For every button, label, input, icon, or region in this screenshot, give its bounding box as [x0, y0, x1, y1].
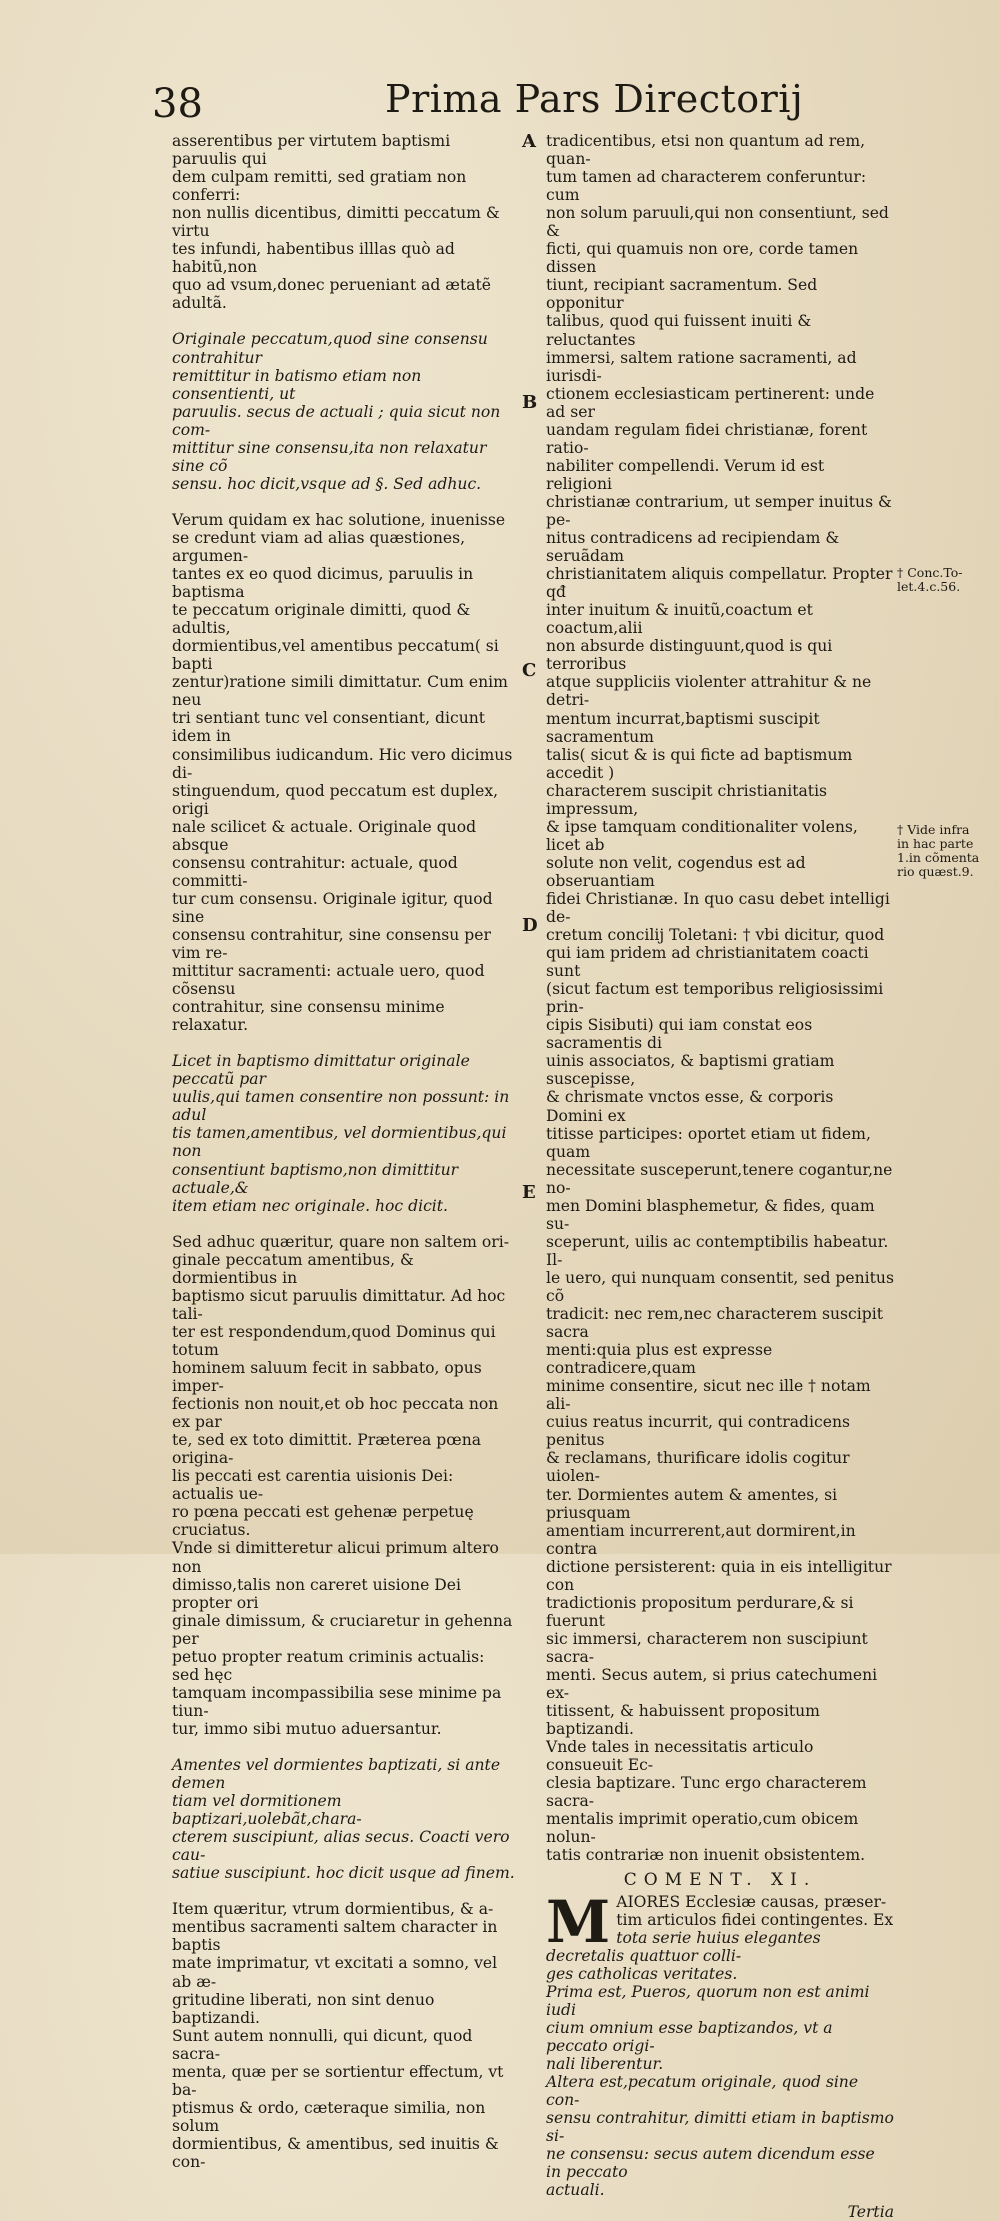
- text-line: qui iam pridem ad christianitatem coacti sunt: [546, 944, 869, 981]
- text-line: cipis Sisibuti) qui iam constat eos sacramentis di: [546, 1016, 813, 1053]
- text-line: tradictionis propositum perdurare,& si fuerunt: [546, 1593, 854, 1630]
- text-line: consentiunt baptismo,non dimittitur actuale,&: [172, 1160, 459, 1197]
- text-line: asserentibus per virtutem baptismi paruulis qui: [172, 132, 451, 169]
- text-line: tur, immo sibi mutuo aduersantur.: [172, 1719, 442, 1738]
- text-line: consensu contrahitur, sine consensu per vim re-: [172, 925, 491, 963]
- right-column: [546, 132, 894, 2221]
- text-line: baptismo sicut paruulis dimittatur. Ad hoc tali-: [172, 1286, 506, 1323]
- text-line: tur cum consensu. Originale igitur, quod sine: [172, 889, 493, 926]
- text-line: sic immersi, characterem non suscipiunt sacra-: [546, 1629, 868, 1666]
- text-line: ctionem ecclesiasticam pertinerent: unde ad ser: [546, 384, 875, 421]
- comment-line: ges catholicas veritates.: [546, 1964, 738, 1983]
- text-line: non solum paruuli,qui non consentiunt, sed &: [546, 204, 889, 241]
- text-line: minime consentire, sicut nec ille † notam ali-: [546, 1377, 871, 1414]
- text-line: satiue suscipiunt. hoc dicit usque ad finem.: [172, 1864, 515, 1883]
- text-line: & chrismate vnctos esse, & corporis Domini ex: [546, 1088, 834, 1125]
- text-line: titisse participes: oportet etiam ut fidem, quam: [546, 1124, 871, 1161]
- text-line: tantes ex eo quod dicimus, paruulis in baptisma: [172, 565, 474, 602]
- text-line: Amentes vel dormientes baptizati, si ante demen: [172, 1755, 501, 1793]
- text-line: tamquam incompassibilia sese minime pa tiun-: [172, 1683, 502, 1720]
- text-line: & ipse tamquam conditionaliter volens, licet ab: [546, 817, 858, 854]
- text-line: lis peccati est carentia uisionis Dei: actualis ue-: [172, 1467, 454, 1504]
- text-line: tradicit: nec rem,nec characterem suscipit sacra: [546, 1305, 884, 1342]
- text-line: dimisso,talis non careret uisione Dei propter ori: [172, 1575, 461, 1612]
- text-line: rio quæst.9.: [897, 864, 974, 879]
- text-line: te peccatum originale dimitti, quod & adultis,: [172, 601, 471, 638]
- text-line: menti:quia plus est expresse contradicere,quam: [546, 1341, 773, 1378]
- text-line: 1.in cõmenta: [897, 850, 980, 865]
- text-line: tum tamen ad characterem conferuntur: cum: [546, 168, 867, 205]
- text-line: cretum concilij Toletani: † vbi dicitur, quod: [546, 926, 885, 945]
- text-line: ptismus & ordo, cæteraque similia, non solum: [172, 2098, 486, 2135]
- text-line: tiunt, recipiant sacramentum. Sed opponitur: [546, 276, 818, 313]
- text-line: sceperunt, uilis ac contemptibilis habeatur. Il-: [546, 1232, 889, 1269]
- text-line: solute non velit, cogendus est ad obseruantiam: [546, 853, 806, 890]
- comment-line: nali liberentur.: [546, 2054, 664, 2073]
- text-line: Sunt autem nonnulli, qui dicunt, quod sacra-: [172, 2026, 473, 2063]
- text-line: cuius reatus incurrit, qui contradicens penitus: [546, 1413, 851, 1450]
- comment-line: Altera est,pecatum originale, quod sine con-: [546, 2073, 859, 2110]
- text-line: Vnde si dimitteretur alicui primum altero non: [172, 1539, 499, 1576]
- text-line: contrahitur, sine consensu minime relaxatur.: [172, 998, 445, 1035]
- text-line: le uero, qui nunquam consentit, sed penitus cõ: [546, 1268, 894, 1305]
- text-line: non absurde distinguunt,quod is qui terroribus: [546, 637, 833, 674]
- text-line: christianitatem aliquis compellatur. Propter qđ: [546, 565, 893, 602]
- text-block: [172, 132, 516, 312]
- text-line: Vnde tales in necessitatis articulo consueuit Ec-: [546, 1738, 814, 1775]
- text-line: ter. Dormientes autem & amentes, si priusquam: [546, 1485, 838, 1522]
- summary-block: [172, 1052, 516, 1214]
- left-column: [172, 132, 516, 2171]
- text-line: characterem suscipit christianitatis impressum,: [546, 781, 828, 818]
- text-line: tri sentiant tunc vel consentiant, dicunt idem in: [172, 709, 486, 746]
- text-line: uinis associatos, & baptismi gratiam suscepisse,: [546, 1052, 835, 1089]
- marginal-note: [897, 566, 997, 594]
- text-line: inter inuitum & inuitũ,coactum et coactum,alii: [546, 601, 813, 638]
- text-line: tradicentibus, etsi non quantum ad rem, quan-: [546, 132, 866, 169]
- text-line: mate imprimatur, vt excitati a somno, vel ab æ-: [172, 1954, 498, 1991]
- text-line: immersi, saltem ratione sacramenti, ad iurisdi-: [546, 348, 857, 385]
- text-line: nabiliter compellendi. Verum id est religioni: [546, 456, 825, 493]
- text-line: & reclamans, thurificare idolis cogitur uiolen-: [546, 1449, 850, 1486]
- text-line: mentalis imprimit operatio,cum obicem nolun-: [546, 1810, 859, 1847]
- text-block: [172, 511, 516, 1034]
- text-line: amentiam incurrerent,aut dormirent,in contra: [546, 1521, 856, 1558]
- marginal-note: [897, 823, 997, 879]
- text-line: fidei Christianæ. In quo casu debet intelligi de-: [546, 889, 890, 927]
- text-line: cterem suscipiunt, alias secus. Coacti vero cau-: [172, 1828, 510, 1865]
- section-letter-c: C: [522, 660, 537, 681]
- section-letter-b: B: [522, 392, 538, 413]
- text-line: titissent, & habuissent propositum baptizandi.: [546, 1702, 820, 1739]
- text-line: ro pœna peccati est gehenæ perpetuę cruciatus.: [172, 1503, 474, 1540]
- text-block: [546, 132, 894, 1865]
- comment-line: tim articulos fidei contingentes. Ex: [616, 1910, 894, 1929]
- text-line: petuo propter reatum criminis actualis: sed hęc: [172, 1647, 485, 1684]
- comment-block: [546, 1887, 894, 2200]
- text-line: menti. Secus autem, si prius catechumeni ex-: [546, 1665, 878, 1703]
- comment-heading: COMENT. XI.: [623, 1869, 817, 1890]
- text-line: necessitate susceperunt,tenere cogantur,ne no-: [546, 1160, 893, 1197]
- text-line: (sicut factum est temporibus religiosissimi prin-: [546, 980, 884, 1017]
- text-line: quo ad vsum,donec perueniant ad ætatẽ adultã.: [172, 276, 492, 313]
- text-line: zentur)ratione simili dimittatur. Cum enim neu: [172, 673, 508, 710]
- comment-line: AIORES Ecclesiæ causas, præser-: [616, 1892, 887, 1911]
- text-line: in hac parte: [897, 836, 974, 851]
- text-line: Verum quidam ex hac solutione, inuenisse: [172, 510, 506, 529]
- text-line: uulis,qui tamen consentire non possunt: in adul: [172, 1088, 510, 1125]
- text-line: mentum incurrat,baptismi suscipit sacramentum: [546, 709, 820, 746]
- catchword: Tertia: [847, 2203, 894, 2221]
- section-letter-e: E: [522, 1182, 536, 1203]
- text-line: tis tamen,amentibus, vel dormientibus,qui non: [172, 1124, 507, 1161]
- text-line: consensu contrahitur: actuale, quod committi-: [172, 853, 458, 890]
- text-line: se credunt viam ad alias quæstiones, argumen-: [172, 528, 466, 565]
- text-line: † Conc.To-: [897, 565, 963, 580]
- text-line: ficti, qui quamuis non ore, corde tamen dissen: [546, 240, 859, 277]
- text-line: mentibus sacramenti saltem character in baptis: [172, 1918, 498, 1955]
- text-line: tatis contrariæ non inuenit obsistentem.: [546, 1846, 866, 1865]
- text-line: gritudine liberati, non sint denuo baptizandi.: [172, 1990, 435, 2027]
- text-line: sensu. hoc dicit,vsque ad §. Sed adhuc.: [172, 474, 482, 493]
- text-line: christianæ contrarium, ut semper inuitus & pe-: [546, 492, 892, 529]
- text-line: menta, quæ per se sortientur effectum, vt ba-: [172, 2062, 504, 2099]
- text-line: mittitur sine consensu,ita non relaxatur sine cõ: [172, 438, 487, 475]
- comment-line: ne consensu: secus autem dicendum esse in peccato: [546, 2145, 875, 2182]
- text-line: dormientibus, & amentibus, sed inuitis & con-: [172, 2134, 499, 2171]
- drop-capital: M: [546, 1887, 611, 1956]
- text-line: remittitur in batismo etiam non consentienti, ut: [172, 366, 422, 403]
- text-line: mittitur sacramenti: actuale uero, quod cõsensu: [172, 962, 485, 999]
- comment-line: cium omnium esse baptizandos, vt a peccato origi-: [546, 2018, 833, 2055]
- text-line: clesia baptizare. Tunc ergo characterem sacra-: [546, 1774, 867, 1811]
- comment-line: tota serie huius elegantes decretalis quattuor colli-: [546, 1928, 821, 1965]
- summary-block: [172, 1756, 516, 1882]
- text-line: ginale dimissum, & cruciaretur in gehenna per: [172, 1611, 513, 1648]
- comment-line: Prima est, Pueros, quorum non est animi iudi: [546, 1982, 870, 2019]
- text-line: dictione persisterent: quia in eis intelligitur con: [546, 1557, 892, 1594]
- text-line: Item quæritur, vtrum dormientibus, & a-: [172, 1900, 494, 1919]
- text-line: talis( sicut & is qui ficte ad baptismum accedit ): [546, 745, 853, 782]
- text-line: nitus contradicens ad recipiendam & seruãdam: [546, 529, 840, 566]
- text-line: let.4.c.56.: [897, 579, 961, 594]
- text-block: [172, 1900, 516, 2171]
- text-line: nale scilicet & actuale. Originale quod absque: [172, 817, 477, 854]
- text-line: stinguendum, quod peccatum est duplex, origi: [172, 781, 499, 818]
- text-line: uandam regulam fidei christianæ, forent ratio-: [546, 420, 868, 457]
- text-line: ter est respondendum,quod Dominus qui totum: [172, 1322, 496, 1359]
- comment-line: actuali.: [546, 2181, 605, 2200]
- comment-line: sensu contrahitur, dimitti etiam in baptismo si-: [546, 2109, 894, 2146]
- text-line: consimilibus iudicandum. Hic vero dicimus di-: [172, 745, 513, 782]
- text-line: item etiam nec originale. hoc dicit.: [172, 1196, 449, 1215]
- text-line: Originale peccatum,quod sine consensu contrahitur: [172, 330, 488, 367]
- text-line: te, sed ex toto dimittit. Præterea pœna origina-: [172, 1431, 482, 1468]
- section-letter-d: D: [522, 915, 538, 936]
- page-number: 38: [152, 81, 203, 127]
- text-line: Licet in baptismo dimittatur originale peccatũ par: [172, 1052, 470, 1089]
- running-head: Prima Pars Directorij: [385, 77, 804, 121]
- text-line: non nullis dicentibus, dimitti peccatum & virtu: [172, 204, 500, 241]
- text-line: † Vide infra: [897, 822, 970, 837]
- text-line: tiam vel dormitionem baptizari,uolebãt,chara-: [172, 1792, 362, 1829]
- text-line: ginale peccatum amentibus, & dormientibus in: [172, 1250, 414, 1287]
- text-line: paruulis. secus de actuali ; quia sicut non com-: [172, 402, 501, 439]
- text-line: hominem saluum fecit in sabbato, opus imper-: [172, 1359, 482, 1396]
- text-line: fectionis non nouit,et ob hoc peccata non ex par: [172, 1395, 499, 1432]
- section-letter-a: A: [522, 131, 536, 152]
- text-line: men Domini blasphemetur, & fides, quam su-: [546, 1196, 875, 1233]
- text-block: [172, 1233, 516, 1738]
- text-line: dem culpam remitti, sed gratiam non conferri:: [172, 168, 467, 205]
- text-line: talibus, quod qui fuissent inuiti & reluctantes: [546, 312, 812, 349]
- text-line: Sed adhuc quæritur, quare non saltem ori-: [172, 1232, 510, 1251]
- text-line: atque suppliciis violenter attrahitur & ne detri-: [546, 673, 872, 710]
- summary-block: [172, 330, 516, 492]
- text-line: tes infundi, habentibus illlas quò ad habitũ,non: [172, 240, 455, 277]
- text-line: dormientibus,vel amentibus peccatum( si bapti: [172, 637, 499, 674]
